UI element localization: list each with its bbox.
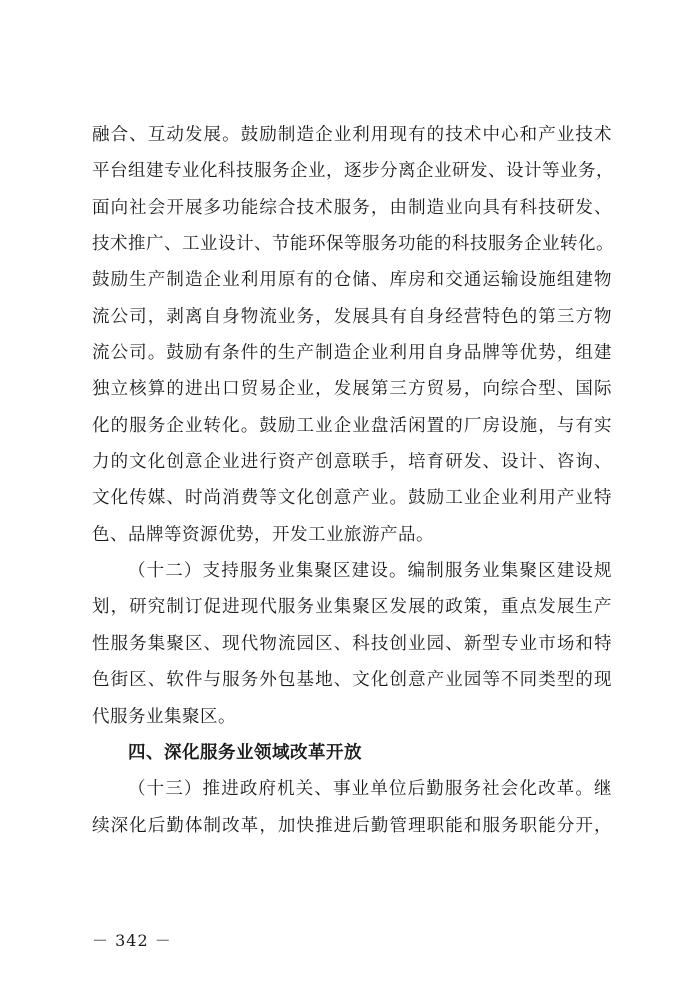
paragraph-line: 流公司，剥离自身物流业务，发展具有自身经营特色的第三方物 — [92, 306, 612, 327]
paragraph-line: （十二）支持服务业集聚区建设。编制服务业集聚区建设规 — [128, 561, 612, 582]
paragraph-line: 流公司。鼓励有条件的生产制造企业利用自身品牌等优势，组建 — [92, 343, 612, 364]
paragraph-line: 色街区、软件与服务外包基地、文化创意产业园等不同类型的现 — [92, 670, 612, 691]
paragraph-line: 平台组建专业化科技服务企业，逐步分离企业研发、设计等业务， — [92, 161, 614, 182]
page-number: － 342 － — [92, 931, 172, 950]
paragraph-line: 划，研究制订促进现代服务业集聚区发展的政策，重点发展生产 — [92, 597, 612, 618]
paragraph-line: 融合、互动发展。鼓励制造企业利用现有的技术中心和产业技术 — [92, 125, 612, 145]
body-text — [92, 117, 612, 844]
section-heading: 四、深化服务业领域改革开放 — [128, 742, 362, 763]
paragraph-line: （十三）推进政府机关、事业单位后勤服务社会化改革。继 — [128, 779, 612, 800]
paragraph-line: 鼓励生产制造企业利用原有的仓储、库房和交通运输设施组建物 — [92, 270, 612, 291]
paragraph-line: 色、品牌等资源优势，开发工业旅游产品。 — [92, 524, 434, 545]
paragraph-line: 独立核算的进出口贸易企业，发展第三方贸易，向综合型、国际 — [92, 379, 612, 400]
paragraph-line: 代服务业集聚区。 — [92, 706, 236, 727]
paragraph-line: 性服务集聚区、现代物流园区、科技创业园、新型专业市场和特 — [92, 633, 612, 654]
paragraph-line: 面向社会开展多功能综合技术服务，由制造业向具有科技研发、 — [92, 197, 612, 218]
paragraph-line: 续深化后勤体制改革，加快推进后勤管理职能和服务职能分开， — [92, 815, 612, 836]
paragraph-line: 力的文化创意企业进行资产创意联手，培育研发、设计、咨询、 — [92, 452, 612, 473]
paragraph-line: 技术推广、工业设计、节能环保等服务功能的科技服务企业转化。 — [92, 234, 614, 255]
paragraph-line: 文化传媒、时尚消费等文化创意产业。鼓励工业企业利用产业特 — [92, 488, 612, 509]
paragraph-line: 化的服务企业转化。鼓励工业企业盘活闲置的厂房设施，与有实 — [92, 415, 612, 436]
